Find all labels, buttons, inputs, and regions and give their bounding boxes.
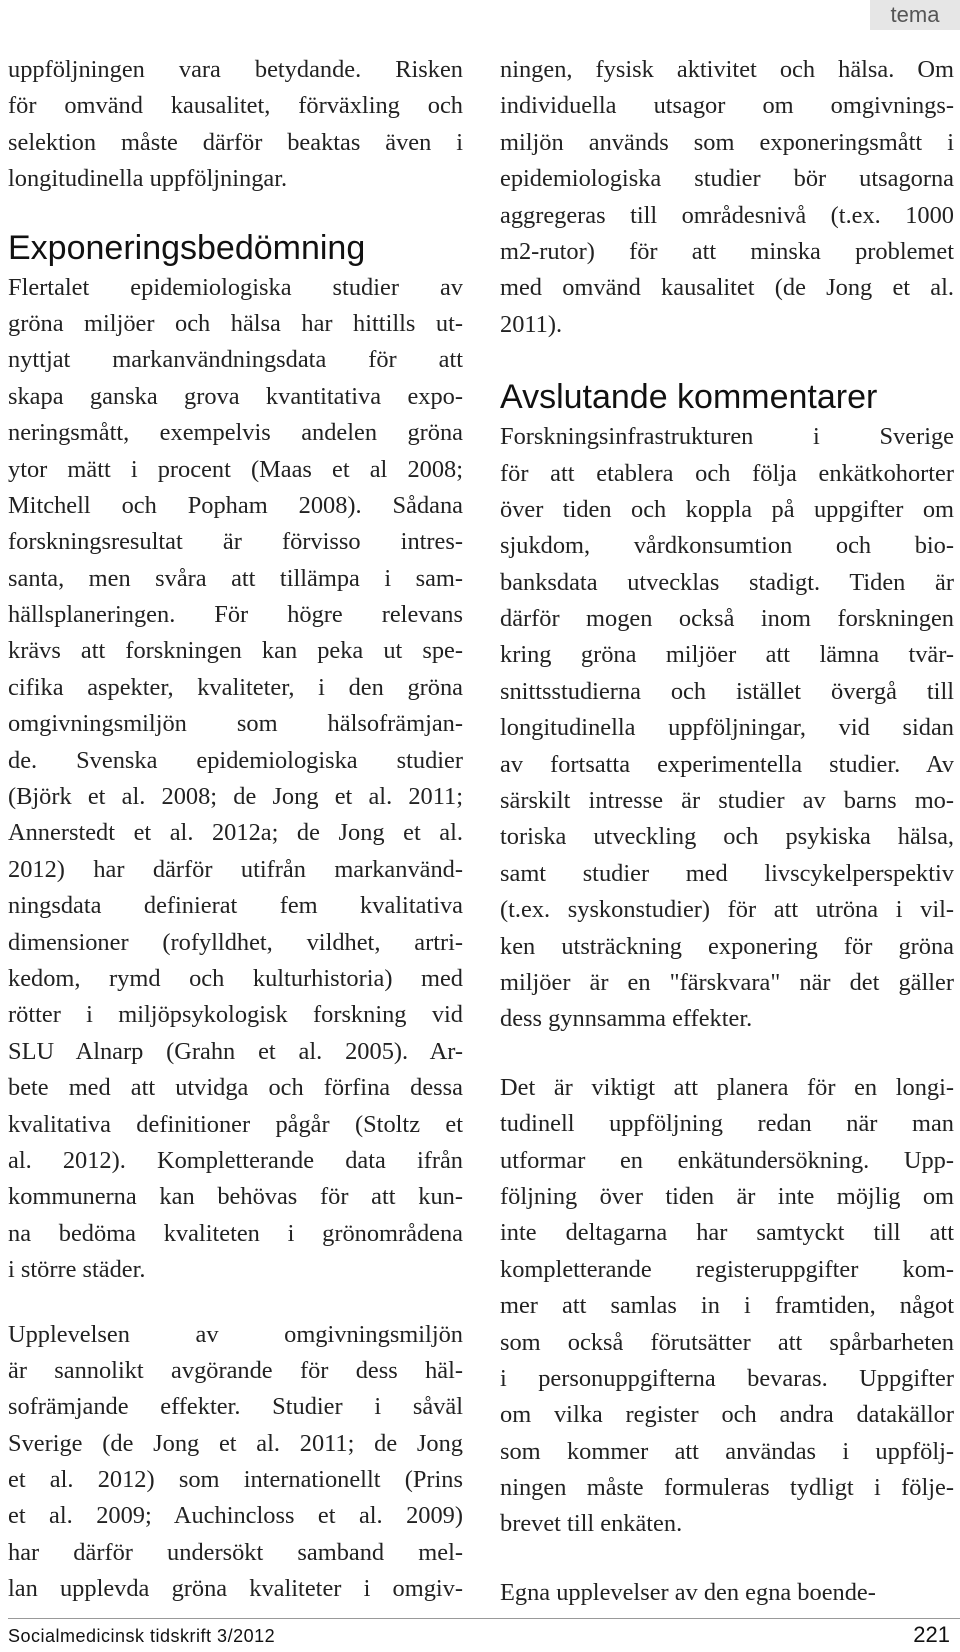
text-line: snittsstudierna och istället övergå till <box>500 677 954 705</box>
text-line: de. Svenska epidemiologiska studier <box>8 746 463 774</box>
text-line: mer att samlas in i framtiden, något <box>500 1292 954 1320</box>
text-line: santa, men svåra att tillämpa i sam- <box>8 564 463 592</box>
text-line: banksdata utvecklas stadigt. Tiden är <box>500 568 954 596</box>
text-line: Upplevelsen av omgivningsmiljön <box>8 1320 463 1348</box>
text-line: dess gynnsamma effekter. <box>500 1005 753 1033</box>
text-line: (t.ex. syskonstudier) för att utröna i vil- <box>500 896 954 924</box>
text-line: särskilt intresse är studier av barns mo- <box>500 787 954 815</box>
text-line: forskningsresultat är förvisso intres- <box>8 528 463 556</box>
right-paragraph-3 <box>500 1575 954 1611</box>
journal-name: Socialmedicinsk tidskrift 3/2012 <box>8 1626 276 1646</box>
text-line: över tiden och koppla på uppgifter om <box>500 495 954 523</box>
heading-avslutande-kommentarer: Avslutande kommentarer <box>500 378 878 417</box>
text-line: et al. 2009; Auchincloss et al. 2009) <box>8 1502 463 1530</box>
text-line: longitudinella uppföljningar, vid sidan <box>500 714 954 742</box>
text-line: Annerstedt et al. 2012a; de Jong et al. <box>8 819 463 847</box>
text-line: kedom, rymd och kulturhistoria) med <box>8 964 463 992</box>
text-line: 2011). <box>500 310 563 338</box>
text-line: al. 2012). Kompletterande data ifrån <box>8 1146 463 1174</box>
text-line: sofrämjande effekter. Studier i såväl <box>8 1393 463 1421</box>
text-line: bete med att utvidga och förfina dessa <box>8 1074 463 1102</box>
text-line: i större städer. <box>8 1256 146 1284</box>
left-paragraph-2 <box>8 1317 463 1608</box>
right-intro <box>500 52 954 343</box>
text-line: SLU Alnarp (Grahn et al. 2005). Ar- <box>8 1037 463 1065</box>
text-line: epidemiologiska studier bör utsagorna <box>500 165 954 193</box>
text-line: som också förutsätter att spårbarheten <box>500 1328 954 1356</box>
text-line: et al. 2012) som internationellt (Prins <box>8 1466 463 1494</box>
text-line: nyttjat markanvändningsdata för att <box>8 346 463 374</box>
text-line: (Björk et al. 2008; de Jong et al. 2011; <box>8 783 463 811</box>
text-line: rötter i miljöpsykologisk forskning vid <box>8 1001 463 1029</box>
text-line: för omvänd kausalitet, förväxling och <box>8 92 463 120</box>
footer-rule <box>8 1618 960 1619</box>
text-line: samt studier med livscykelperspektiv <box>500 859 954 887</box>
text-line: individuella utsagor om omgivnings- <box>500 92 954 120</box>
text-line: 2012) har därför utifrån markanvänd- <box>8 855 463 883</box>
text-line: miljöer är en "färskvara" när det gäller <box>500 968 954 996</box>
text-line: hällsplaneringen. För högre relevans <box>8 601 463 629</box>
text-line: ningen måste formuleras tydligt i följe- <box>500 1474 954 1502</box>
text-line: Flertalet epidemiologiska studier av <box>8 273 463 301</box>
text-line: Forskningsinfrastrukturen i Sverige <box>500 423 954 451</box>
text-line: cifika aspekter, kvaliteter, i den gröna <box>8 673 463 701</box>
text-line: för att etablera och följa enkätkohorter <box>500 459 954 487</box>
text-line: gröna miljöer och hälsa har hittills ut- <box>8 309 463 337</box>
left-column <box>8 52 463 1608</box>
text-line: som kommer att användas i uppfölj- <box>500 1437 954 1465</box>
text-line: na bedöma kvaliteten i grönområdena <box>8 1219 463 1247</box>
text-line: ningen, fysisk aktivitet och hälsa. Om <box>500 56 954 83</box>
text-line: brevet till enkäten. <box>500 1510 683 1538</box>
text-line: ytor mätt i procent (Maas et al 2008; <box>8 455 463 483</box>
text-line: Sverige (de Jong et al. 2011; de Jong <box>8 1429 463 1457</box>
text-line: toriska utveckling och psykiska hälsa, <box>500 823 954 851</box>
text-line: kring gröna miljöer att lämna tvär- <box>500 641 954 669</box>
right-paragraph-1 <box>500 419 954 1038</box>
left-intro <box>8 52 463 198</box>
text-line: miljön används som exponeringsmått i <box>500 128 954 156</box>
heading-exponeringsbedomning: Exponeringsbedömning <box>8 228 366 267</box>
text-line: lan upplevda gröna kvaliteter i omgiv- <box>8 1575 463 1603</box>
text-line: longitudinella uppföljningar. <box>8 165 288 193</box>
text-line: om vilka register och andra datakällor <box>500 1401 954 1429</box>
text-line: utformar en enkätundersökning. Upp- <box>500 1146 954 1174</box>
text-line: med omvänd kausalitet (de Jong et al. <box>500 274 954 302</box>
text-line: krävs att forskningen kan peka ut spe- <box>8 637 463 665</box>
text-line: dimensioner (rofylldhet, vildhet, artri- <box>8 928 463 956</box>
text-line: har därför undersökt samband mel- <box>8 1538 463 1566</box>
left-paragraph-1 <box>8 270 463 1289</box>
text-line: i personuppgifterna bevaras. Uppgifter <box>500 1364 954 1392</box>
text-line: kvalitativa definitioner pågår (Stoltz et <box>8 1110 463 1138</box>
text-line: neringsmått, exempelvis andelen gröna <box>8 419 463 447</box>
text-line: uppföljningen vara betydande. Risken <box>8 56 463 83</box>
right-column <box>500 52 954 1611</box>
text-line: ningsdata definierat fem kvalitativa <box>8 892 463 920</box>
text-line: Det är viktigt att planera för en longi- <box>500 1073 954 1101</box>
text-line: ken utsträckning exponering för gröna <box>500 932 954 960</box>
text-line: är sannolikt avgörande för dess häl- <box>8 1356 463 1384</box>
text-line: Egna upplevelser av den egna boende- <box>500 1578 876 1606</box>
page-number: 221 <box>913 1622 950 1647</box>
section-tag: tema <box>870 0 960 30</box>
text-line: omgivningsmiljön som hälsofrämjan- <box>8 710 463 738</box>
text-line: Mitchell och Popham 2008). Sådana <box>8 491 463 519</box>
text-line: kompletterande registeruppgifter kom- <box>500 1255 954 1283</box>
text-line: skapa ganska grova kvantitativa expo- <box>8 382 463 410</box>
text-line: därför mogen också inom forskningen <box>500 605 954 633</box>
text-line: selektion måste därför beaktas även i <box>8 128 463 156</box>
text-line: sjukdom, vårdkonsumtion och bio- <box>500 532 954 560</box>
text-line: följning över tiden är inte möjlig om <box>500 1182 954 1210</box>
text-line: tudinell uppföljning redan när man <box>500 1110 954 1138</box>
text-line: kommunerna kan behövas för att kun- <box>8 1183 463 1211</box>
text-line: av fortsatta experimentella studier. Av <box>500 750 954 778</box>
right-paragraph-2 <box>500 1070 954 1543</box>
text-line: aggregeras till områdesnivå (t.ex. 1000 <box>500 201 954 229</box>
text-line: m2-rutor) för att minska problemet <box>500 237 954 265</box>
text-line: inte deltagarna har samtyckt till att <box>500 1219 954 1247</box>
